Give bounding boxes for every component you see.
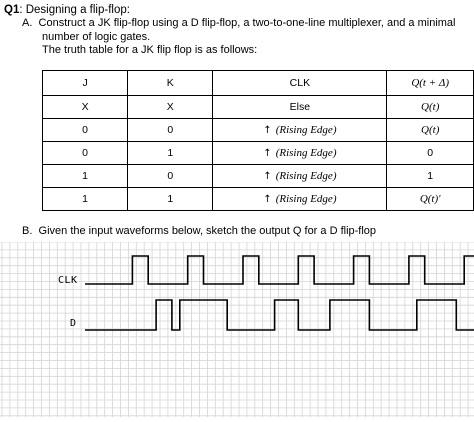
- cell-q: Q(t): [387, 96, 474, 119]
- cell-k: X: [128, 96, 213, 119]
- table-row: [43, 142, 474, 165]
- question-title: [4, 3, 130, 17]
- table-row: [43, 96, 474, 119]
- cell-k: 0: [128, 119, 213, 142]
- cell-clk-text: (Rising Edge): [275, 147, 337, 159]
- cell-clk: Else: [213, 96, 387, 119]
- cell-q: Q(t): [387, 119, 474, 142]
- cell-clk: [213, 188, 387, 211]
- truth-table-header-row: [43, 71, 474, 96]
- rising-edge-arrow-icon: ↑: [263, 194, 272, 205]
- d-waveform: [85, 300, 474, 330]
- cell-k: 0: [128, 165, 213, 188]
- clk-signal-label: CLK: [58, 275, 78, 286]
- part-a: [22, 17, 462, 58]
- cell-j: 1: [43, 165, 128, 188]
- d-signal-label: D: [70, 318, 77, 329]
- rising-edge-arrow-icon: ↑: [263, 171, 272, 182]
- header-clk: CLK: [213, 71, 387, 96]
- cell-k: 1: [128, 188, 213, 211]
- cell-j: 0: [43, 119, 128, 142]
- rising-edge-arrow-icon: ↑: [263, 125, 272, 136]
- cell-q: 1: [387, 165, 474, 188]
- rising-edge-arrow-icon: ↑: [263, 148, 272, 159]
- part-a-line3: The truth table for a JK flip flop is as follows:: [42, 44, 258, 56]
- header-j: J: [43, 71, 128, 96]
- cell-clk-text: (Rising Edge): [275, 170, 337, 182]
- cell-clk-text: (Rising Edge): [275, 124, 337, 136]
- part-b-marker: B.: [22, 225, 33, 237]
- cell-j: 1: [43, 188, 128, 211]
- cell-j: 0: [43, 142, 128, 165]
- cell-clk: [213, 165, 387, 188]
- part-a-text-1: Construct a JK flip-flop using a D flip-flop, a two-to-one-line multiplexer, and a minimal: [38, 17, 456, 29]
- question-title-text: : Designing a flip-flop:: [19, 4, 130, 16]
- header-k: K: [128, 71, 213, 96]
- waveform-area: [0, 242, 474, 417]
- table-row: [43, 119, 474, 142]
- table-row: [43, 165, 474, 188]
- cell-j: X: [43, 96, 128, 119]
- header-q-next: Q(t + Δ): [387, 71, 474, 96]
- cell-k: 1: [128, 142, 213, 165]
- clk-waveform: [85, 256, 474, 284]
- part-a-line2: number of logic gates.: [42, 30, 151, 43]
- question-number: Q1: [4, 4, 20, 16]
- cell-q: Q(t)′: [387, 188, 474, 211]
- part-a-line1: [22, 17, 462, 31]
- jk-truth-table: [42, 70, 474, 211]
- cell-clk-text: (Rising Edge): [275, 193, 337, 205]
- cell-clk: [213, 119, 387, 142]
- waveform-grid[interactable]: [0, 242, 474, 417]
- cell-clk: [213, 142, 387, 165]
- table-row: [43, 188, 474, 211]
- part-b: [22, 225, 376, 238]
- part-a-marker: A.: [22, 17, 33, 29]
- cell-q: 0: [387, 142, 474, 165]
- part-b-text: Given the input waveforms below, sketch the output Q for a D flip-flop: [38, 225, 377, 237]
